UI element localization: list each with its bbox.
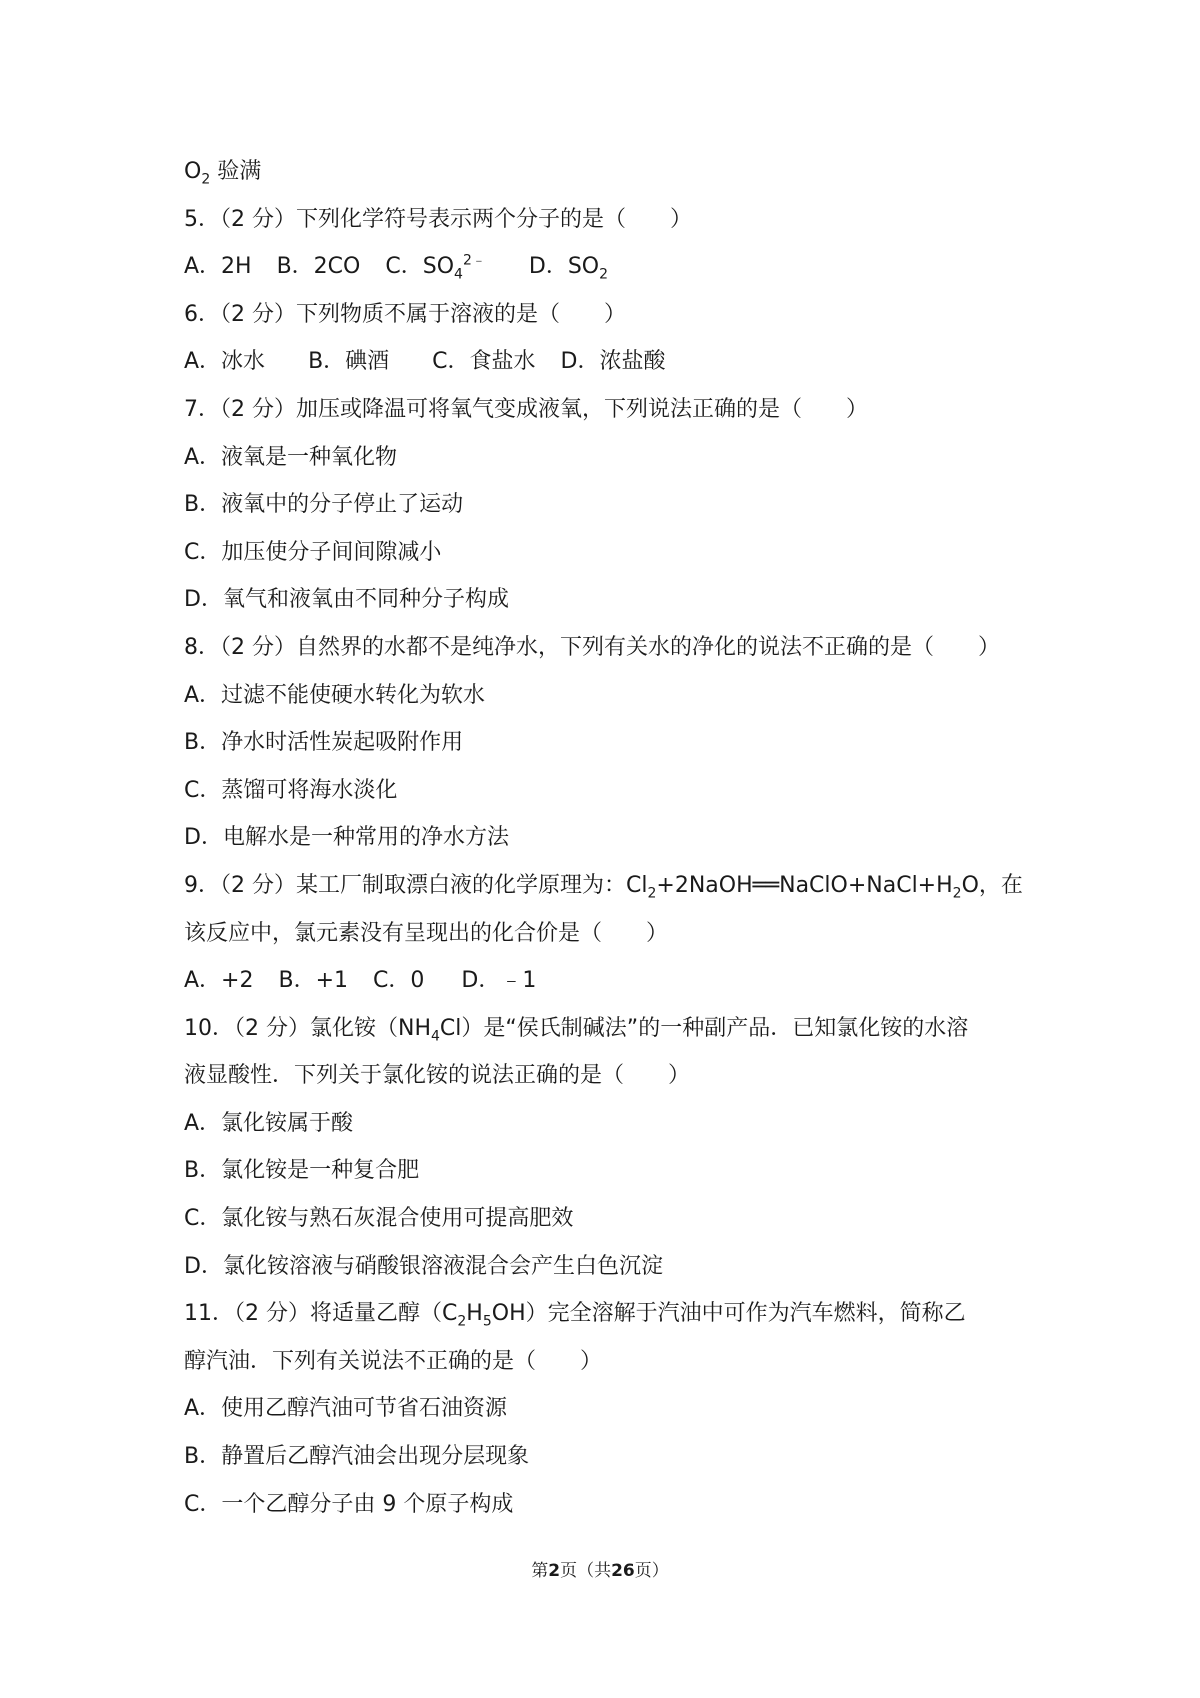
q10-option-d: D．氯化铵溶液与硝酸银溶液混合会产生白色沉淀 — [184, 1253, 663, 1279]
q5-option-b: B．2CO — [276, 254, 361, 280]
q6-option-b: B．碘酒 — [308, 349, 390, 375]
q7-option-a: A．液氧是一种氧化物 — [184, 444, 398, 470]
q10-stem-line2: 液显酸性．下列关于氯化铵的说法正确的是（ ） — [184, 1063, 691, 1089]
q5-option-d: D．$SO_2$ — [528, 254, 609, 283]
total-pages-number: 26 — [611, 1561, 635, 1581]
q8-option-c: C．蒸馏可将海水淡化 — [184, 777, 398, 803]
question-list — [184, 148, 1034, 1528]
q9-option-d: D．﹣1 — [461, 968, 537, 994]
q7-option-c: C．加压使分子间间隙减小 — [184, 539, 442, 565]
q6-stem: 6．（2 分）下列物质不属于溶液的是（ ） — [184, 301, 626, 327]
q11-stem-line2: 醇汽油．下列有关说法不正确的是（ ） — [184, 1348, 603, 1374]
q6-options — [184, 338, 1034, 386]
q9-options — [184, 957, 1034, 1005]
q8-stem: 8．（2 分）自然界的水都不是纯净水，下列有关水的净化的说法不正确的是（ ） — [184, 634, 1000, 660]
q9-option-a: A．+2 — [184, 968, 254, 994]
q11-option-a: A．使用乙醇汽油可节省石油资源 — [184, 1396, 508, 1422]
q8-option-b: B．净水时活性炭起吸附作用 — [184, 730, 464, 756]
q5-option-a: A．2H — [184, 254, 252, 280]
q10-stem: 10．（2 分）氯化铵$(NH_4Cl)$是“侯氏制碱法”的一种副产品．已知氯化铵的水溶 — [184, 1015, 969, 1045]
continuation-line: $O_2$ 验满 — [184, 159, 262, 188]
q6-option-c: C．食盐水 — [432, 349, 536, 375]
q11-option-b: B．静置后乙醇汽油会出现分层现象 — [184, 1444, 530, 1470]
q11-stem: 11．（2 分）将适量乙醇$(C_2H_5OH)$完全溶解于汽油中可作为汽车燃料，简称乙 — [184, 1301, 966, 1330]
q8-option-d: D．电解水是一种常用的净水方法 — [184, 825, 509, 851]
q11-option-c: C．一个乙醇分子由 9 个原子构成 — [184, 1491, 514, 1517]
q9-stem-line2: 该反应中，氯元素没有呈现出的化合价是（ ） — [184, 920, 669, 946]
q8-option-a: A．过滤不能使硬水转化为软水 — [184, 682, 486, 708]
q9-stem: 9．（2 分）某工厂制取漂白液的化学原理为：$Cl_2+2NaOH══NaClO+NaCl+H_2O$，在 — [184, 872, 1023, 902]
q5-option-c: C．$SO_4^{2﹣}$ — [385, 252, 486, 283]
q9-option-c: C．0 — [373, 968, 425, 994]
q10-option-b: B．氯化铵是一种复合肥 — [184, 1158, 420, 1184]
current-page-number: 2 — [548, 1561, 561, 1581]
q10-option-c: C．氯化铵与熟石灰混合使用可提高肥效 — [184, 1206, 574, 1232]
q7-option-b: B．液氧中的分子停止了运动 — [184, 492, 464, 518]
q7-stem: 7．（2 分）加压或降温可将氧气变成液氧，下列说法正确的是（ ） — [184, 396, 868, 422]
q10-option-a: A．氯化铵属于酸 — [184, 1110, 354, 1136]
q6-option-d: D．浓盐酸 — [560, 349, 666, 375]
q9-option-b: B．+1 — [278, 968, 349, 994]
q5-stem: 5．（2 分）下列化学符号表示两个分子的是（ ） — [184, 206, 692, 232]
q5-options — [184, 243, 1034, 291]
q7-option-d: D．氧气和液氧由不同种分子构成 — [184, 587, 509, 613]
q6-option-a: A．冰水 — [184, 349, 266, 375]
page-footer: 第2页（共26页） — [531, 1561, 669, 1581]
